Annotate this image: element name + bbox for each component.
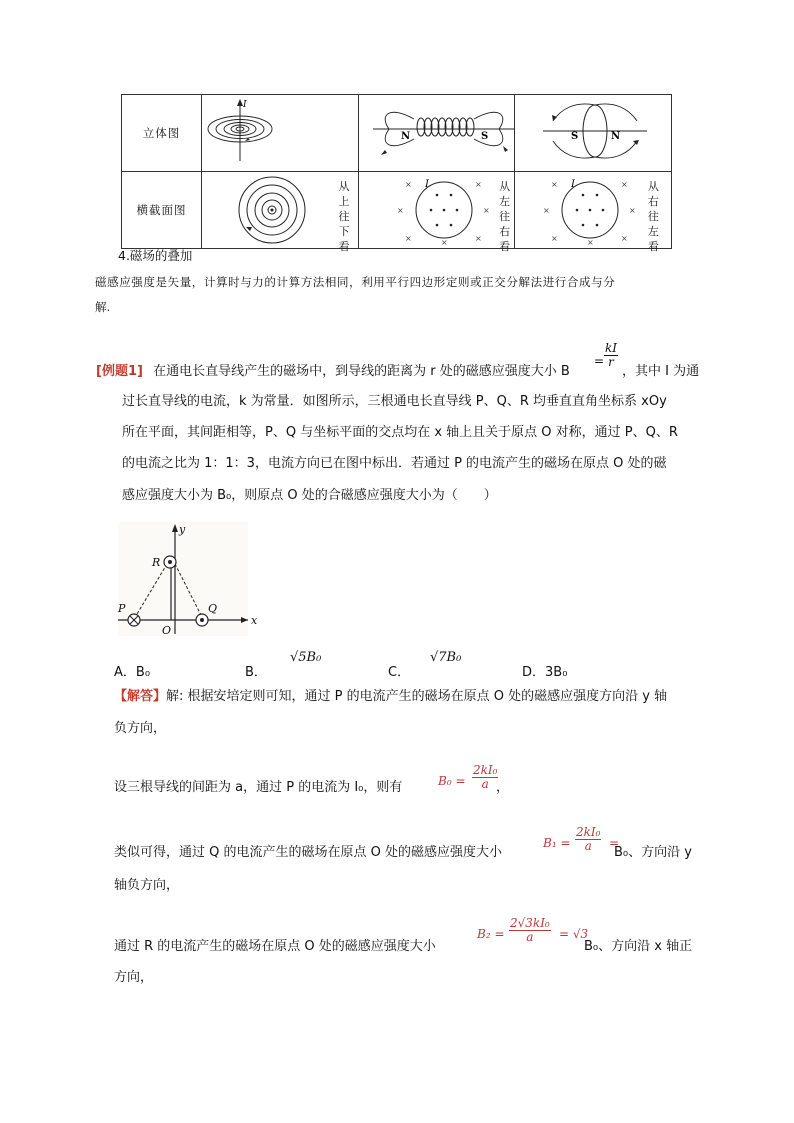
choice-b-value: √5B₀: [290, 650, 322, 665]
choice-a-value: B₀: [135, 665, 151, 680]
example-line4: 的电流之比为 1：1：3，电流方向已在图中标出．若通过 P 的电流产生的磁场在原点 O 处的磁: [122, 456, 667, 471]
svg-text:×: ×: [404, 234, 412, 243]
cell-wire-section: [202, 172, 359, 253]
cell-solenoid-section: [358, 172, 515, 253]
axis-y-label: y: [179, 523, 186, 536]
cell-loop-3d: [515, 95, 672, 172]
choice-a-letter: A．: [114, 665, 136, 680]
example-line5: 感应强度大小为 B₀，则原点 O 处的合磁感应强度大小为（ ）: [122, 488, 497, 503]
example-line3: 所在平面，其间距相等，P、Q 与坐标平面的交点均在 x 轴上且关于原点 O 对称，通过 P、Q、R: [122, 425, 678, 440]
answer-line3: 设三根导线的间距为 a，通过 P 的电流为 I₀，则有: [114, 780, 403, 795]
svg-text:×: ×: [396, 206, 404, 215]
answer-line1: [114, 688, 667, 706]
section-paragraph-line1: 磁感应强度是矢量，计算时与力的计算方法相同，利用平行四边形定则或正交分解法进行合成与分: [95, 275, 616, 289]
loop-3d-figure: [515, 95, 673, 167]
svg-text:×: ×: [440, 238, 448, 247]
formula-b2-num: 2√3kI₀: [510, 916, 550, 930]
choice-c[interactable]: [388, 661, 410, 680]
choice-c-letter: C．: [388, 665, 411, 680]
cell-wire-3d: [202, 95, 359, 172]
formula-b1-num: 2kI₀: [576, 825, 601, 839]
pole-s-label: S: [480, 131, 488, 142]
choice-d-letter: D．: [522, 665, 546, 680]
answer-line4: 类似可得，通过 Q 的电流产生的磁场在原点 O 处的磁感应强度大小: [114, 845, 502, 860]
point-p-label: P: [118, 602, 126, 615]
row-label-3d: 立体图: [122, 95, 202, 172]
formula-b1-eq: =: [609, 836, 620, 850]
answer-text-1: 解: 根据安培定则可知，通过 P 的电流产生的磁场在原点 O 处的磁感应强度方向沿 y 轴: [166, 689, 668, 704]
example-line1: [96, 363, 570, 381]
choice-c-value: √7B₀: [430, 650, 462, 665]
answer-line3-end: ，: [496, 780, 510, 795]
wire-section-figure: [212, 173, 332, 247]
choice-d[interactable]: [522, 661, 567, 680]
svg-text:×: ×: [474, 234, 482, 243]
current-label: I: [571, 179, 576, 190]
row-label-cross-section: 横截面图: [122, 172, 202, 249]
example-text-1a: 在通电长直导线产生的磁场中，到导线的距离为 r 处的磁感应强度大小 B: [153, 364, 570, 379]
axis-x-label: x: [251, 614, 258, 627]
section-paragraph-line2: 解.: [95, 300, 111, 314]
choice-a[interactable]: [114, 661, 150, 680]
cell-loop-section: [515, 172, 672, 253]
svg-text:×: ×: [621, 180, 629, 189]
pole-n-label: N: [611, 131, 621, 142]
answer-line4-end: B₀、方向沿 y: [614, 845, 692, 860]
answer-line5: 轴负方向，: [114, 878, 180, 893]
formula-den: r: [608, 355, 614, 369]
answer-line6: 通过 R 的电流产生的磁场在原点 O 处的磁感应强度大小: [114, 939, 436, 954]
formula-b2-lhs: B₂ =: [477, 927, 505, 941]
point-r-label: R: [152, 556, 161, 569]
magnetic-field-table: [121, 94, 672, 253]
current-label: I: [424, 179, 429, 190]
answer-line6-end: B₀、方向沿 x 轴正: [584, 939, 693, 954]
pole-n-label: N: [400, 131, 410, 142]
answer-tag: 【解答】: [114, 689, 167, 704]
loop-section-figure: [535, 173, 645, 247]
current-label: I: [243, 100, 247, 110]
answer-line7: 方向，: [114, 970, 154, 985]
formula-eq: =: [594, 354, 605, 368]
section-heading: 4.磁场的叠加: [118, 248, 193, 263]
example-text-1b: ，其中 I 为通: [622, 364, 700, 379]
origin-label: O: [162, 624, 172, 637]
point-q-label: Q: [208, 602, 218, 615]
wire-3d-figure: [202, 95, 362, 167]
svg-text:×: ×: [621, 234, 629, 243]
example-tag: [例题1]: [96, 364, 143, 379]
choice-b[interactable]: [245, 661, 267, 680]
example-line2: 过长直导线的电流，k 为常量．如图所示，三根通电长直导线 P、Q、R 均垂直直角坐标系 xOy: [122, 394, 667, 409]
formula-b1-lhs: B₁ =: [543, 836, 571, 850]
svg-text:×: ×: [551, 234, 559, 243]
choice-b-letter: B．: [245, 665, 267, 680]
svg-text:×: ×: [404, 180, 412, 189]
choice-d-value: 3B₀: [545, 665, 568, 680]
pole-s-label: S: [571, 131, 579, 142]
svg-text:×: ×: [629, 206, 637, 215]
formula-b2-rhs: = √3: [559, 927, 589, 941]
svg-text:×: ×: [482, 206, 490, 215]
formula-num: kI: [605, 341, 618, 355]
formula-b1-den: a: [584, 839, 592, 853]
view-direction-3: 从右往左看: [647, 180, 659, 253]
formula-b0-den: a: [481, 777, 489, 791]
svg-text:×: ×: [551, 180, 559, 189]
view-direction-2: 从左往右看: [499, 180, 511, 253]
svg-text:×: ×: [587, 238, 595, 247]
formula-b2-den: a: [526, 930, 534, 944]
svg-text:×: ×: [474, 180, 482, 189]
coordinate-figure: [110, 522, 260, 642]
solenoid-section-figure: [389, 173, 499, 247]
solenoid-3d-figure: [359, 95, 529, 167]
cell-solenoid-3d: [358, 95, 515, 172]
formula-b0-num: 2kI₀: [473, 763, 498, 777]
answer-line2: 负方向，: [114, 721, 167, 736]
svg-text:×: ×: [543, 206, 551, 215]
view-direction-1: 从上往下看: [338, 180, 350, 253]
formula-b0-lhs: B₀ =: [438, 774, 466, 788]
